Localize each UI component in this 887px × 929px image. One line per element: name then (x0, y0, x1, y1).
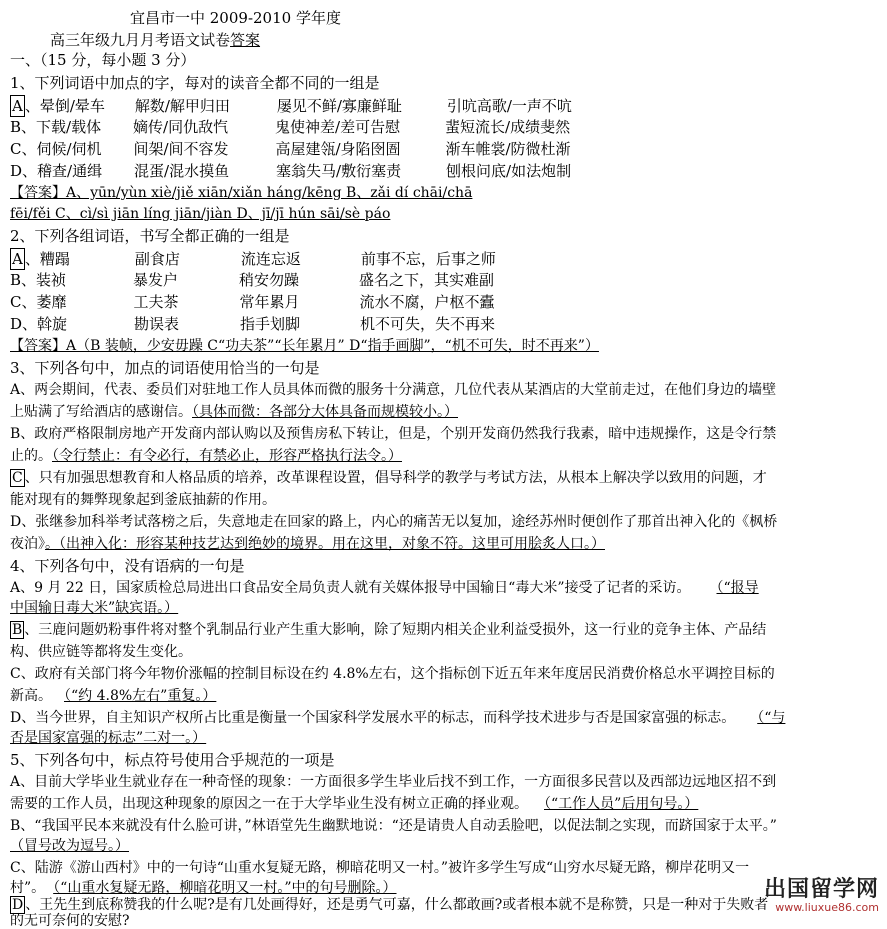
watermark-url: www.liuxue86.com (775, 901, 879, 914)
option-col: 解数/解甲归田 (134, 97, 230, 115)
option-col: 盛名之下，其实难副 (359, 271, 495, 289)
option-col: 、糟蹋 (24, 250, 70, 268)
text: 上贴满了写给酒店的感谢信。 (10, 404, 192, 420)
option-col: 、萎靡 (21, 293, 67, 311)
option-col: 机不可失，失不再来 (360, 315, 496, 333)
q5-stem: 5、下列各句中，标点符号使用合乎规范的一项是 (10, 751, 335, 769)
option-col: 塞翁失马/敷衍塞责 (276, 162, 402, 180)
option-col: 指手划脚 (240, 315, 301, 333)
q4-option-a-line1 (10, 578, 759, 598)
q3-stem: 3、下列各句中，加点的词语使用恰当的一句是 (10, 359, 320, 377)
option-col: 常年累月 (239, 293, 300, 311)
option-label: C (10, 140, 22, 158)
option-col: 流连忘返 (240, 250, 301, 268)
q5-option-c-line1: C、陆游《游山西村》中的一句诗“山重水复疑无路，柳暗花明又一村。”被许多学生写成“山穷水尽疑无路，柳岸花明又一 (10, 860, 750, 876)
q4-stem: 4、下列各句中，没有语病的一句是 (10, 557, 245, 575)
option-col: 、斡旋 (22, 315, 68, 333)
answer-note: （令行禁止：有令必行，有禁必止，形容严格执行法令。） (52, 448, 402, 464)
text: 、只有加强思想教育和人格品质的培养，改革课程设置，倡导科学的教学与考试方法，从根本上解决学以致用的问题，才 (24, 470, 767, 486)
option-col: 屡见不鲜/寡廉鲜耻 (276, 97, 402, 115)
option-label: C (10, 293, 22, 311)
q4-option-b-line1 (10, 620, 766, 640)
option-label: B (10, 271, 22, 289)
q5-option-c-line2 (10, 878, 397, 898)
option-col: 蜚短流长/成绩斐然 (445, 118, 571, 136)
option-col: 、下载/载体 (21, 118, 102, 136)
answer-note: 。（出神入化：形容某种技艺达到绝妙的境界。用在这里，对象不符。这里可用脍炙人口。） (45, 536, 605, 552)
option-col: 工夫茶 (133, 293, 179, 311)
q3-option-c-line1 (10, 468, 767, 488)
q5-option-b-line2: （冒号改为逗号。） (10, 838, 129, 854)
q1-answer-line1: 【答案】A、yūn/yùn xiè/jiě xiān/xiǎn háng/kēng B、zǎi dí chāi/chā (10, 185, 473, 201)
answer-note: （“山重水复疑无路，柳暗花明又一村。”中的句号删除。） (53, 880, 397, 896)
q2-option-b (10, 270, 494, 290)
option-col: 副食店 (134, 250, 180, 268)
answer-note: （“工作人员”后用句号。） (544, 796, 699, 812)
q1-option-d (10, 161, 571, 181)
option-label: D (12, 897, 24, 913)
q2-option-c (10, 292, 495, 312)
q3-option-d-line2 (10, 534, 605, 554)
option-col: 高屋建瓴/身陷囹圄 (275, 140, 401, 158)
q2-answer: 【答案】A（B 装帧，少安毋躁 C“功夫茶”“长年累月” D“指手画脚”，“机不可失，时不再来”） (10, 338, 599, 354)
answer-note: （“约 4.8%左右”重复。） (64, 688, 217, 704)
option-col: 渐车帷裳/防微杜渐 (445, 140, 571, 158)
option-col: 勘误表 (134, 315, 180, 333)
doc-title-line1: 宜昌市一中 2009-2010 学年度 (130, 9, 341, 27)
q1-option-a (10, 95, 572, 117)
answer-note: （“报导 (716, 580, 759, 596)
option-label: A (12, 97, 23, 115)
q1-answer-line2: fēi/fěi C、cì/sì jiān líng jiān/jiàn D、jī/jī hún sāi/sè páo (10, 206, 391, 222)
doc-title-answer: 答案 (230, 31, 261, 49)
q5-option-a-line1: A、目前大学毕业生就业存在一种奇怪的现象：一方面很多学生毕业后找不到工作，一方面很多民营以及西部边远地区招不到 (10, 774, 777, 790)
option-col: 间架/间不容发 (133, 140, 229, 158)
q4-option-c-line1: C、政府有关部门将今年物价涨幅的控制目标设在约 4.8%左右，这个指标创下近五年来年度居民消费价格总水平调控目标的 (10, 666, 775, 682)
q3-option-a-line1: A、两会期间，代表、委员们对驻地工作人员具体而微的服务十分满意，几位代表从某酒店的大堂前走过，在他们身边的墙壁 (10, 382, 777, 398)
option-col: 前事不忘，后事之师 (360, 250, 496, 268)
option-label: B (12, 622, 23, 638)
text: 、三鹿问题奶粉事件将对整个乳制品行业产生重大影响，除了短期内相关企业利益受损外，这一行业的竞争主体、产品结 (24, 622, 767, 638)
q3-option-a-line2 (10, 402, 458, 422)
option-col: 流水不腐，户枢不蠹 (359, 293, 495, 311)
q2-option-d (10, 314, 495, 334)
answer-note: （“与 (757, 710, 786, 726)
option-col: 混蛋/混水摸鱼 (134, 162, 230, 180)
option-label: D (10, 162, 23, 180)
q3-option-d-line1: D、张继参加科举考试落榜之后，失意地走在回家的路上，内心的痛苦无以复加，途经苏州时便创作了那首出神入化的《枫桥 (10, 514, 778, 530)
q5-option-d-line1 (10, 897, 768, 913)
option-col: 、装祯 (21, 271, 67, 289)
q4-option-d-line2: 否是国家富强的标志”二对一。） (10, 730, 207, 746)
option-label: B (10, 118, 22, 136)
text: 夜泊》 (10, 536, 45, 552)
option-col: 鬼使神差/差可告慰 (275, 118, 401, 136)
q3-option-b-line1: B、政府严格限制房地产开发商内部认购以及预售房私下转让，但是，个别开发商仍然我行我素，暗中违规操作，这是令行禁 (10, 426, 777, 442)
q4-option-a-line2: 中国输日毒大米”缺宾语。） (10, 600, 179, 616)
answer-note: （具体而微：各部分大体具备而规模较小。） (192, 404, 458, 420)
text: 需要的工作人员，出现这种现象的原因之一在于大学毕业生没有树立正确的择业观。 (10, 796, 528, 812)
q2-option-a (10, 248, 496, 270)
text: 村”。 (10, 880, 46, 896)
option-label: C (12, 470, 23, 486)
q4-option-c-line2 (10, 686, 216, 706)
text: 止的。 (10, 448, 52, 464)
doc-title-line2 (50, 30, 260, 50)
option-col: 刨根问底/如法炮制 (446, 162, 572, 180)
text: 新高。 (10, 688, 52, 704)
option-col: 、稽查/通缉 (22, 162, 103, 180)
watermark-site: 出国留学网 (763, 877, 879, 902)
text: D、当今世界，自主知识产权所占比重是衡量一个国家科学发展水平的标志，而科学技术进步与否是国家富强的标志。 (10, 710, 736, 726)
option-col: 暴发户 (133, 271, 179, 289)
option-label: A (12, 250, 23, 268)
q5-option-a-line2 (10, 794, 698, 814)
q1-stem: 1、下列词语中加点的字，每对的读音全都不同的一组是 (10, 74, 380, 92)
option-col: 引吭高歌/一声不吭 (446, 97, 572, 115)
option-col: 稍安勿躁 (239, 271, 300, 289)
site-watermark (764, 872, 879, 914)
q3-option-c-line2: 能对现有的舞弊现象起到釜底抽薪的作用。 (10, 492, 276, 508)
option-col: 嫡传/同仇敌忾 (133, 118, 229, 136)
section-heading: 一、（15 分，每小题 3 分） (10, 51, 196, 69)
text: 、王先生到底称赞我的什么呢?是有几处画得好，还是勇气可嘉，什么都敢画?或者根本就不是称赞，只是一种对于失败者 (25, 897, 769, 913)
option-col: 、伺候/伺机 (21, 140, 102, 158)
q4-option-d-line1 (10, 708, 785, 728)
text: A、9 月 22 日，国家质检总局进出口食品安全局负责人就有关媒体报导中国输日“毒大米”接受了记者的采访。 (10, 580, 691, 596)
option-label: D (10, 315, 23, 333)
q5-option-d-line2: 的无可奈何的安慰? (10, 913, 130, 929)
doc-title-text: 高三年级九月月考语文试卷 (50, 31, 231, 49)
q1-option-b (10, 117, 570, 137)
q5-option-b-line1: B、“我国平民本来就没有什么脸可讲，”林语堂先生幽默地说：“还是请贵人自动丢脸吧，以促法制之实现，而跻国家于太平。” (10, 818, 777, 834)
q4-option-b-line2: 构、供应链等都将发生变化。 (10, 644, 192, 660)
option-col: 、晕倒/晕车 (24, 97, 105, 115)
q2-stem: 2、下列各组词语，书写全都正确的一组是 (10, 227, 290, 245)
q3-option-b-line2 (10, 446, 402, 466)
q1-option-c (10, 139, 571, 159)
